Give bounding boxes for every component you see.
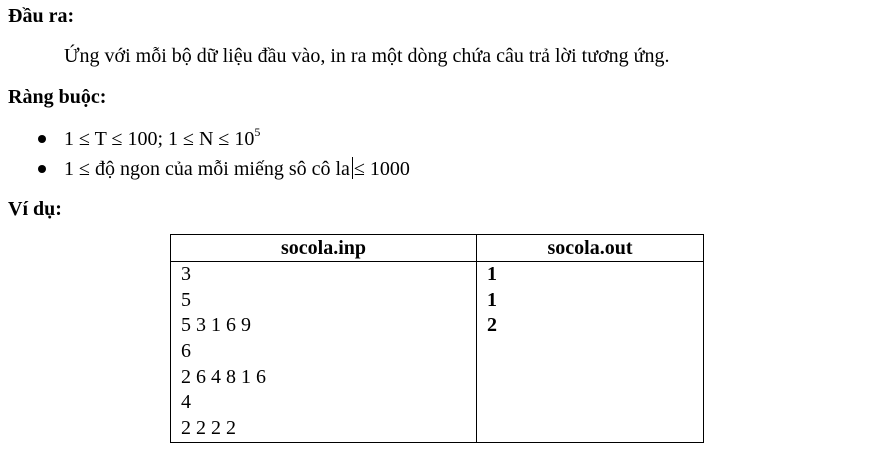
output-heading: Đầu ra:	[8, 5, 75, 27]
input-line: 5 3 1 6 9	[181, 314, 251, 337]
bullet-icon	[38, 165, 46, 173]
input-line: 2 2 2 2	[181, 417, 236, 440]
example-table	[170, 234, 704, 443]
output-sample-cell	[477, 262, 704, 443]
input-line: 3	[181, 263, 191, 285]
input-line: 2 6 4 8 1 6	[181, 365, 266, 388]
constraints-list	[0, 124, 410, 184]
input-file-header: socola.inp	[171, 235, 477, 262]
output-line: 2	[487, 314, 497, 337]
constraint-text: 1 ≤ T ≤ 100; 1 ≤ N ≤ 10	[64, 128, 255, 150]
input-line: 5	[181, 288, 191, 311]
input-line: 4	[181, 391, 191, 414]
constraints-heading: Ràng buộc:	[8, 86, 107, 108]
output-file-header: socola.out	[477, 235, 704, 262]
constraint-exponent: 5	[254, 125, 261, 139]
output-line: 1	[487, 288, 497, 311]
output-line: 1	[487, 263, 497, 285]
input-line: 6	[181, 340, 191, 363]
bullet-icon	[38, 135, 46, 143]
constraint-item-1	[0, 124, 410, 154]
input-sample-cell	[171, 262, 477, 443]
constraint-item-2	[0, 154, 410, 184]
output-description: Ứng với mỗi bộ dữ liệu đầu vào, in ra một dòng chứa câu trả lời tương ứng.	[64, 45, 670, 67]
constraint-text-end: ≤ 1000	[353, 158, 410, 180]
constraint-text: 1 ≤ độ ngon của mỗi miếng sô cô la	[64, 158, 350, 180]
text-cursor	[352, 157, 353, 179]
example-heading: Ví dụ:	[8, 198, 62, 220]
